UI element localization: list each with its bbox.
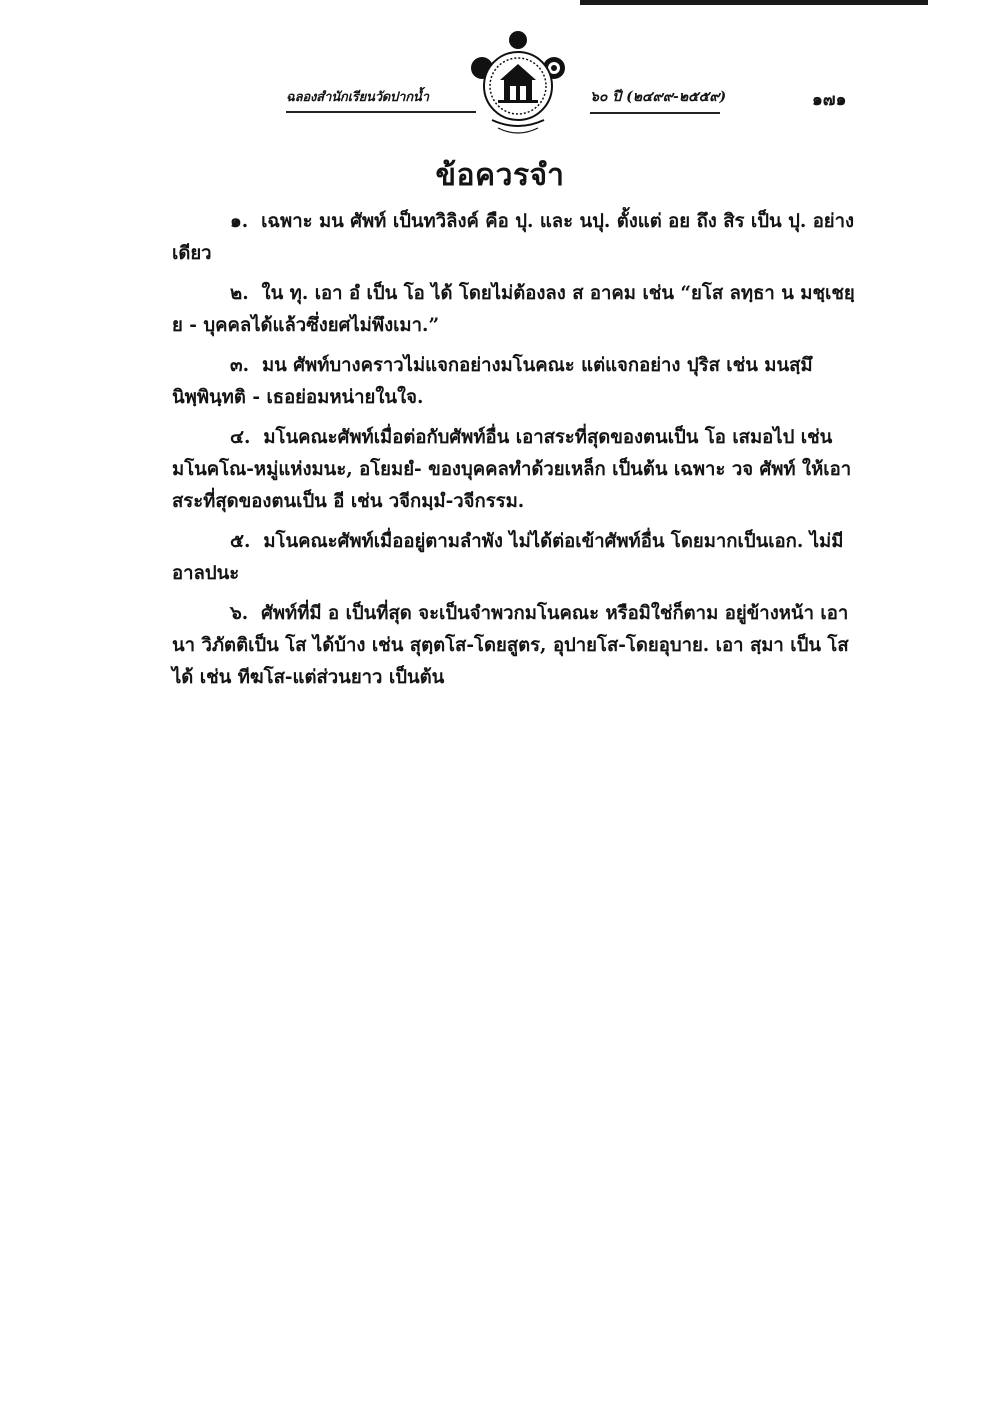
paragraph-number: ๖. xyxy=(230,603,249,624)
page-title: ข้อควรจำ xyxy=(435,158,565,193)
paragraph-text: มโนคณะศัพท์เมื่อต่อกับศัพท์อื่น เอาสระที่สุดของตนเป็น โอ เสมอไป เช่น มโนคโณ-หมู่แห่งมนะ, อโยมยํ- ของบุคคลทำด้วยเหล็ก เป็นต้น เฉพาะ วจ ศัพท์ ให้เอาสระที่สุดของตนเป็น อี เช่น วจีกมฺมํ-วจีกรรม. xyxy=(172,427,852,512)
paragraph-number: ๓. xyxy=(230,355,250,376)
paragraph-text: มโนคณะศัพท์เมื่ออยู่ตามลำพัง ไม่ได้ต่อเข้าศัพท์อื่น โดยมากเป็นเอก. ไม่มีอาลปนะ xyxy=(172,531,844,584)
paragraph-text: ศัพท์ที่มี อ เป็นที่สุด จะเป็นจำพวกมโนคณะ หรือมิใช่ก็ตาม อยู่ข้างหน้า เอา นา วิภัตติเป็น โส ได้บ้าง เช่น สุตฺตโส-โดยสูตร, อุปายโส-โดยอุบาย. เอา สฺมา เป็น โส ได้ เช่น ทีฆโส-แต่ส่วนยาว เป็นต้น xyxy=(172,603,849,688)
paragraph-text: ใน ทุ. เอา อํ เป็น โอ ได้ โดยไม่ต้องลง ส อาคม เช่น “ยโส ลทฺธา น มชฺเชยฺย - บุคคลได้แล้วซึ่งยศไม่พึงเมา.” xyxy=(172,283,855,336)
page-header xyxy=(0,28,1000,140)
paragraph-5 xyxy=(172,526,860,590)
body-text xyxy=(172,206,860,702)
top-edge-rule xyxy=(580,0,928,5)
temple-seal-icon xyxy=(468,28,568,140)
header-book-title: ฉลองสำนักเรียนวัดปากน้ำ xyxy=(286,86,476,113)
paragraph-number: ๑. xyxy=(230,211,249,232)
paragraph-1 xyxy=(172,206,860,270)
paragraph-number: ๕. xyxy=(230,531,251,552)
paragraph-2 xyxy=(172,278,860,342)
header-anniversary: ๖๐ ปี (๒๔๙๙-๒๕๕๙) xyxy=(590,86,720,114)
paragraph-3 xyxy=(172,350,860,414)
paragraph-number: ๔. xyxy=(230,427,251,448)
page-number: ๑๗๑ xyxy=(812,90,847,110)
paragraph-text: เฉพาะ มน ศัพท์ เป็นทวิลิงค์ คือ ปุ. และ นปุ. ตั้งแต่ อย ถึง สิร เป็น ปุ. อย่างเดียว xyxy=(172,211,855,264)
paragraph-6 xyxy=(172,598,860,694)
paragraph-4 xyxy=(172,422,860,518)
paragraph-number: ๒. xyxy=(230,283,249,304)
paragraph-text: มน ศัพท์บางคราวไม่แจกอย่างมโนคณะ แต่แจกอย่าง ปุริส เช่น มนสฺมึ นิพฺพินฺทติ - เธอย่อมหน่ายในใจ. xyxy=(172,355,813,408)
